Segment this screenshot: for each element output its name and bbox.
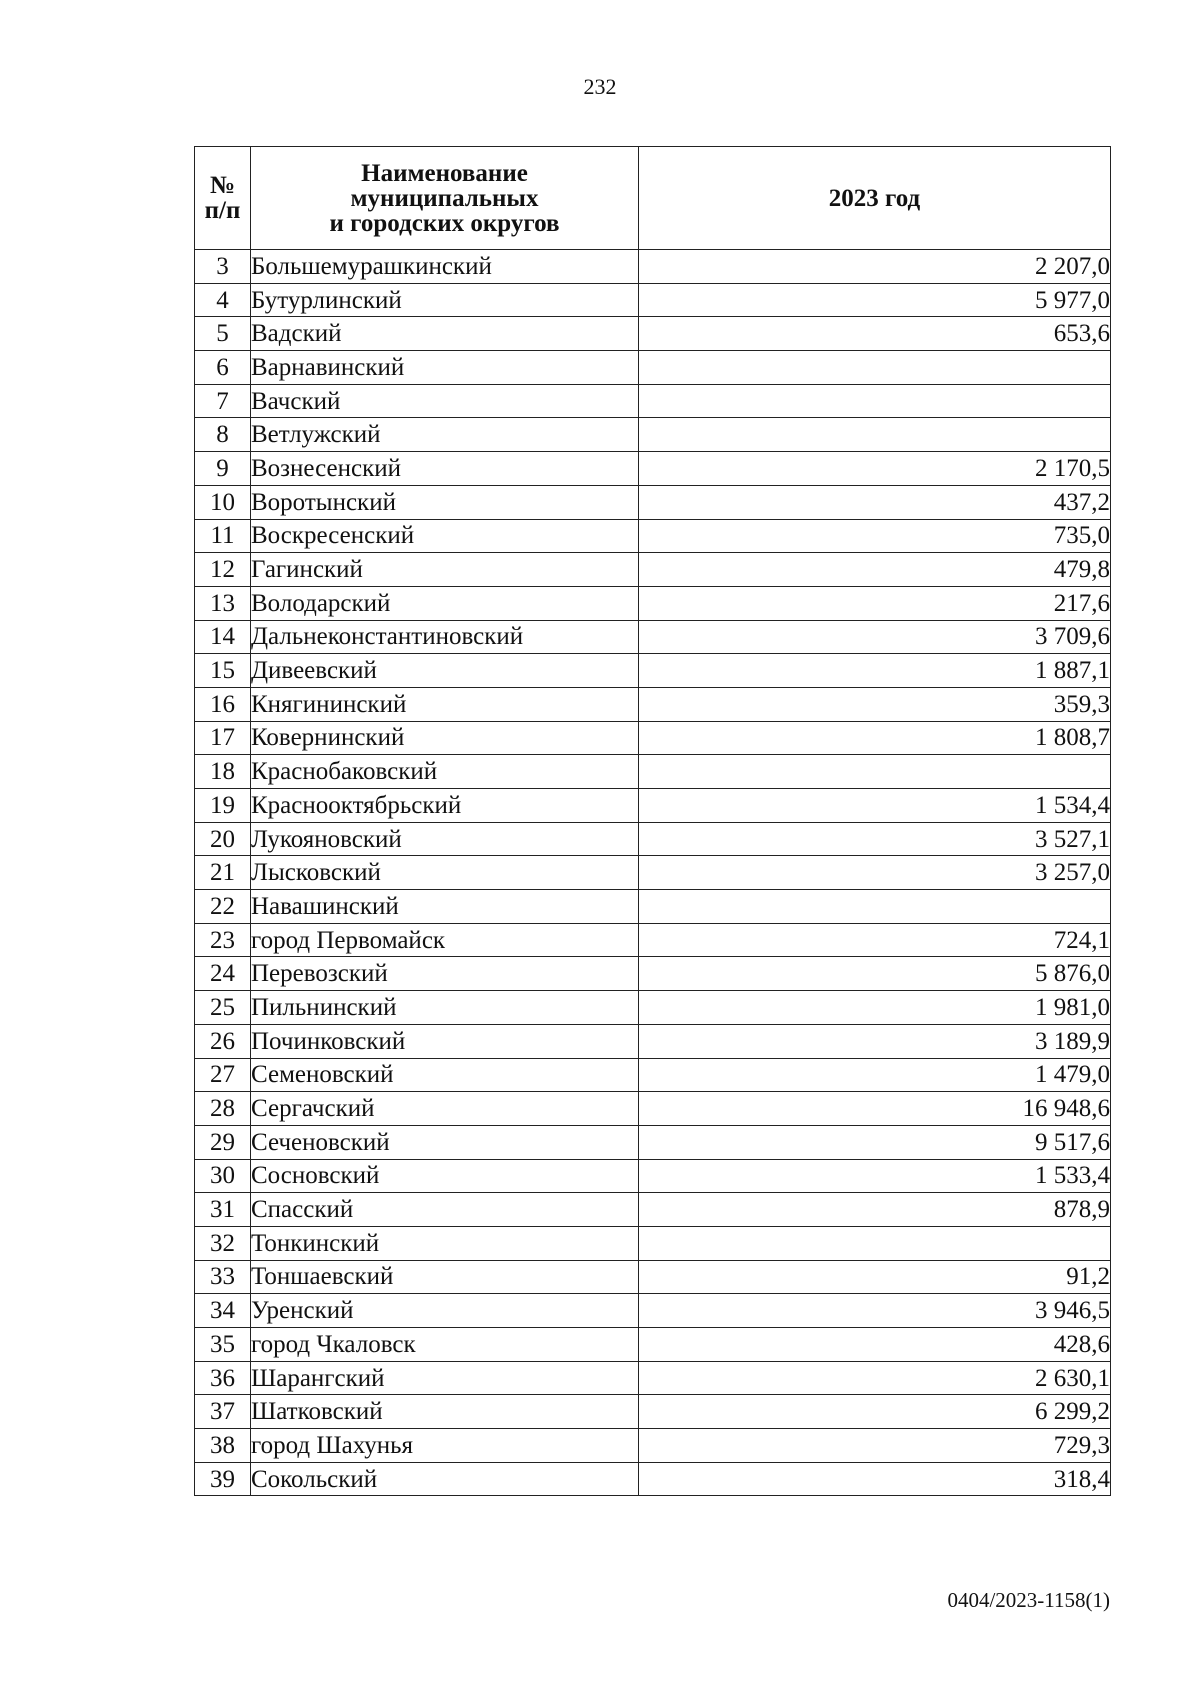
header-number	[195, 147, 251, 250]
row-number: 37	[195, 1395, 251, 1429]
row-name: Сеченовский	[251, 1125, 639, 1159]
row-name: Ковернинский	[251, 721, 639, 755]
row-value: 9 517,6	[639, 1125, 1111, 1159]
table-row	[195, 1361, 1111, 1395]
row-name: Дивеевский	[251, 654, 639, 688]
row-value	[639, 418, 1111, 452]
row-number: 6	[195, 351, 251, 385]
row-value: 735,0	[639, 519, 1111, 553]
row-name: Починковский	[251, 1024, 639, 1058]
table-row	[195, 586, 1111, 620]
table-row	[195, 1193, 1111, 1227]
row-value: 2 630,1	[639, 1361, 1111, 1395]
row-number: 30	[195, 1159, 251, 1193]
table-row	[195, 923, 1111, 957]
table-row	[195, 620, 1111, 654]
table-row	[195, 553, 1111, 587]
row-name: Спасский	[251, 1193, 639, 1227]
row-number: 14	[195, 620, 251, 654]
row-number: 18	[195, 755, 251, 789]
header-name-line1: Наименование	[361, 159, 528, 187]
document-code: 0404/2023-1158(1)	[947, 1588, 1110, 1612]
row-name: Уренский	[251, 1294, 639, 1328]
row-number: 29	[195, 1125, 251, 1159]
row-number: 34	[195, 1294, 251, 1328]
row-name: Сокольский	[251, 1462, 639, 1496]
row-name: Гагинский	[251, 553, 639, 587]
table-row	[195, 1159, 1111, 1193]
table-row	[195, 1462, 1111, 1496]
table-row	[195, 1429, 1111, 1463]
row-value: 5 977,0	[639, 283, 1111, 317]
header-number-line1: №	[209, 172, 236, 199]
table-row	[195, 1024, 1111, 1058]
row-value: 1 981,0	[639, 991, 1111, 1025]
row-value: 5 876,0	[639, 957, 1111, 991]
row-value: 653,6	[639, 317, 1111, 351]
header-number-line2: п/п	[204, 197, 241, 224]
table-row	[195, 687, 1111, 721]
table-row	[195, 452, 1111, 486]
row-value	[639, 351, 1111, 385]
table-row	[195, 351, 1111, 385]
table-row	[195, 1294, 1111, 1328]
row-number: 10	[195, 485, 251, 519]
row-value: 2 207,0	[639, 250, 1111, 284]
table-header-row	[195, 147, 1111, 250]
table-body	[195, 250, 1111, 1496]
row-value: 479,8	[639, 553, 1111, 587]
row-name: Навашинский	[251, 890, 639, 924]
table-row	[195, 317, 1111, 351]
row-name: Краснооктябрьский	[251, 789, 639, 823]
row-value: 428,6	[639, 1328, 1111, 1362]
row-name: Шарангский	[251, 1361, 639, 1395]
row-number: 4	[195, 283, 251, 317]
row-value: 16 948,6	[639, 1092, 1111, 1126]
table-row	[195, 822, 1111, 856]
row-name: Вадский	[251, 317, 639, 351]
row-number: 7	[195, 384, 251, 418]
row-number: 13	[195, 586, 251, 620]
row-number: 39	[195, 1462, 251, 1496]
row-number: 32	[195, 1226, 251, 1260]
row-value	[639, 890, 1111, 924]
row-value: 724,1	[639, 923, 1111, 957]
row-number: 16	[195, 687, 251, 721]
row-name: Лысковский	[251, 856, 639, 890]
page-number: 232	[583, 74, 617, 99]
row-number: 12	[195, 553, 251, 587]
row-name: Пильнинский	[251, 991, 639, 1025]
row-name: город Чкаловск	[251, 1328, 639, 1362]
row-number: 26	[195, 1024, 251, 1058]
row-number: 9	[195, 452, 251, 486]
row-number: 24	[195, 957, 251, 991]
row-value: 1 808,7	[639, 721, 1111, 755]
row-value: 1 533,4	[639, 1159, 1111, 1193]
row-value	[639, 755, 1111, 789]
row-value: 3 946,5	[639, 1294, 1111, 1328]
header-year: 2023 год	[639, 147, 1111, 250]
table-row	[195, 283, 1111, 317]
row-name: Вачский	[251, 384, 639, 418]
table-row	[195, 1260, 1111, 1294]
row-name: Воротынский	[251, 485, 639, 519]
row-name: город Шахунья	[251, 1429, 639, 1463]
table-row	[195, 755, 1111, 789]
table-row	[195, 1092, 1111, 1126]
row-number: 5	[195, 317, 251, 351]
row-number: 11	[195, 519, 251, 553]
row-name: Сергачский	[251, 1092, 639, 1126]
row-value: 359,3	[639, 687, 1111, 721]
row-number: 21	[195, 856, 251, 890]
row-number: 27	[195, 1058, 251, 1092]
row-number: 23	[195, 923, 251, 957]
row-name: Краснобаковский	[251, 755, 639, 789]
table-row	[195, 418, 1111, 452]
row-name: Перевозский	[251, 957, 639, 991]
row-name: Варнавинский	[251, 351, 639, 385]
row-value: 878,9	[639, 1193, 1111, 1227]
table-row	[195, 991, 1111, 1025]
row-number: 19	[195, 789, 251, 823]
row-name: Дальнеконстантиновский	[251, 620, 639, 654]
row-name: Вознесенский	[251, 452, 639, 486]
table-row	[195, 250, 1111, 284]
table-row	[195, 1058, 1111, 1092]
header-name-line3: и городских округов	[329, 209, 560, 237]
row-number: 25	[195, 991, 251, 1025]
row-number: 3	[195, 250, 251, 284]
row-value	[639, 1226, 1111, 1260]
row-name: Тонкинский	[251, 1226, 639, 1260]
row-name: Тоншаевский	[251, 1260, 639, 1294]
row-number: 36	[195, 1361, 251, 1395]
row-number: 15	[195, 654, 251, 688]
row-value: 91,2	[639, 1260, 1111, 1294]
row-name: Большемурашкинский	[251, 250, 639, 284]
table-row	[195, 1125, 1111, 1159]
row-value: 2 170,5	[639, 452, 1111, 486]
row-name: Воскресенский	[251, 519, 639, 553]
row-number: 8	[195, 418, 251, 452]
row-value: 217,6	[639, 586, 1111, 620]
row-name: Шатковский	[251, 1395, 639, 1429]
header-name	[251, 147, 639, 250]
row-name: Лукояновский	[251, 822, 639, 856]
table-row	[195, 1226, 1111, 1260]
row-number: 20	[195, 822, 251, 856]
table-row	[195, 485, 1111, 519]
row-value	[639, 384, 1111, 418]
row-name: Володарский	[251, 586, 639, 620]
table-row	[195, 384, 1111, 418]
row-number: 31	[195, 1193, 251, 1227]
row-value: 318,4	[639, 1462, 1111, 1496]
row-name: Ветлужский	[251, 418, 639, 452]
row-name: город Первомайск	[251, 923, 639, 957]
table-row	[195, 654, 1111, 688]
row-value: 3 189,9	[639, 1024, 1111, 1058]
row-number: 35	[195, 1328, 251, 1362]
row-name: Семеновский	[251, 1058, 639, 1092]
row-name: Бутурлинский	[251, 283, 639, 317]
table-row	[195, 1328, 1111, 1362]
row-value: 1 887,1	[639, 654, 1111, 688]
row-number: 22	[195, 890, 251, 924]
row-value: 3 709,6	[639, 620, 1111, 654]
row-value: 729,3	[639, 1429, 1111, 1463]
row-value: 1 479,0	[639, 1058, 1111, 1092]
row-name: Княгининский	[251, 687, 639, 721]
row-value: 3 527,1	[639, 822, 1111, 856]
row-number: 28	[195, 1092, 251, 1126]
table-row	[195, 1395, 1111, 1429]
header-name-line2: муниципальных	[350, 184, 539, 212]
table-row	[195, 957, 1111, 991]
table-row	[195, 856, 1111, 890]
table-row	[195, 789, 1111, 823]
municipal-table	[194, 146, 1111, 1496]
row-value: 437,2	[639, 485, 1111, 519]
row-value: 1 534,4	[639, 789, 1111, 823]
table-row	[195, 721, 1111, 755]
row-value: 3 257,0	[639, 856, 1111, 890]
table-row	[195, 890, 1111, 924]
row-number: 38	[195, 1429, 251, 1463]
row-number: 17	[195, 721, 251, 755]
row-value: 6 299,2	[639, 1395, 1111, 1429]
table-row	[195, 519, 1111, 553]
row-number: 33	[195, 1260, 251, 1294]
row-name: Сосновский	[251, 1159, 639, 1193]
